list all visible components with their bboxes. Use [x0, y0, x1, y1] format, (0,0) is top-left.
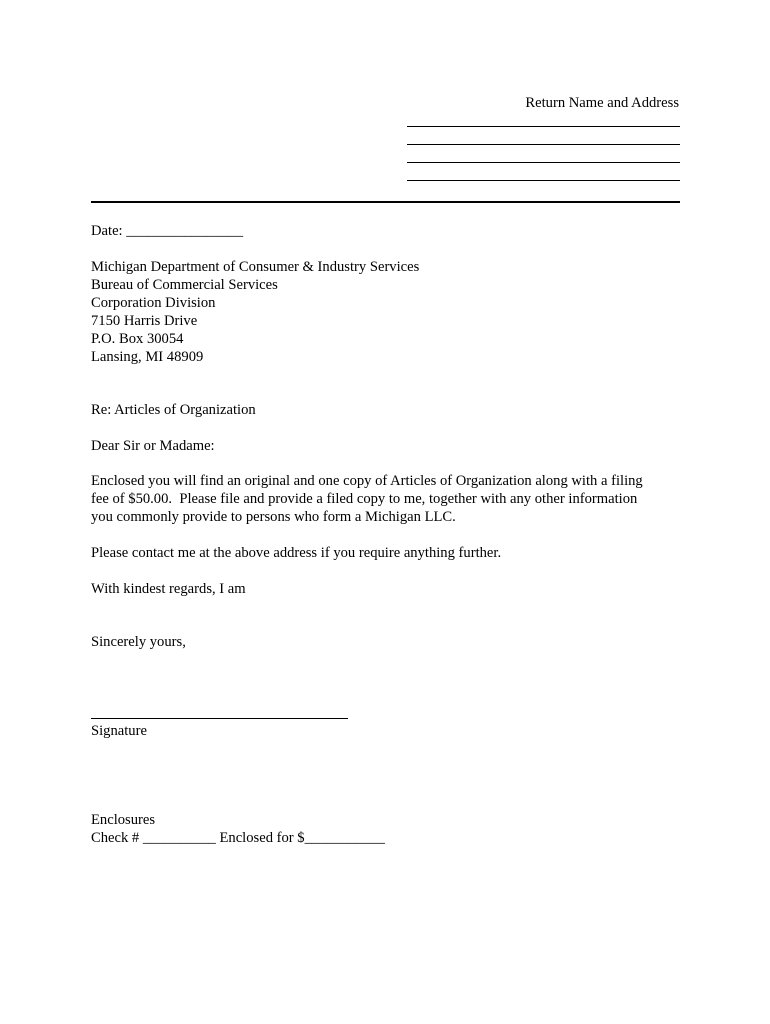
- body-paragraph-2: Please contact me at the above address if you require anything further.: [91, 545, 502, 561]
- salutation: Dear Sir or Madame:: [91, 438, 215, 454]
- body-line: Enclosed you will find an original and one copy of Articles of Organization along with a filing: [91, 473, 643, 489]
- body-paragraph-3: With kindest regards, I am: [91, 581, 246, 597]
- return-address-line-4[interactable]: [407, 180, 680, 181]
- date-field[interactable]: Date: ________________: [91, 223, 244, 239]
- closing: Sincerely yours,: [91, 634, 186, 650]
- signature-line[interactable]: [91, 718, 348, 719]
- recipient-line: Michigan Department of Consumer & Industry Services: [91, 259, 420, 275]
- recipient-line: Bureau of Commercial Services: [91, 277, 278, 293]
- recipient-line: 7150 Harris Drive: [91, 313, 198, 329]
- body-line: you commonly provide to persons who form a Michigan LLC.: [91, 509, 456, 525]
- header-divider: [91, 201, 680, 203]
- body-line: fee of $50.00. Please file and provide a filed copy to me, together with any other information: [91, 491, 638, 507]
- check-enclosed-line[interactable]: Check # __________ Enclosed for $___________: [91, 830, 385, 846]
- subject-line: Re: Articles of Organization: [91, 402, 256, 418]
- recipient-line: Corporation Division: [91, 295, 216, 311]
- enclosures-heading: Enclosures: [91, 812, 156, 828]
- return-address-line-1[interactable]: [407, 126, 680, 127]
- body-paragraph-1: [91, 472, 681, 526]
- recipient-line: P.O. Box 30054: [91, 331, 184, 347]
- return-address-line-2[interactable]: [407, 144, 680, 145]
- signature-label: Signature: [91, 723, 147, 739]
- return-address-line-3[interactable]: [407, 162, 680, 163]
- recipient-line: Lansing, MI 48909: [91, 349, 204, 365]
- return-address-heading: Return Name and Address: [525, 95, 679, 111]
